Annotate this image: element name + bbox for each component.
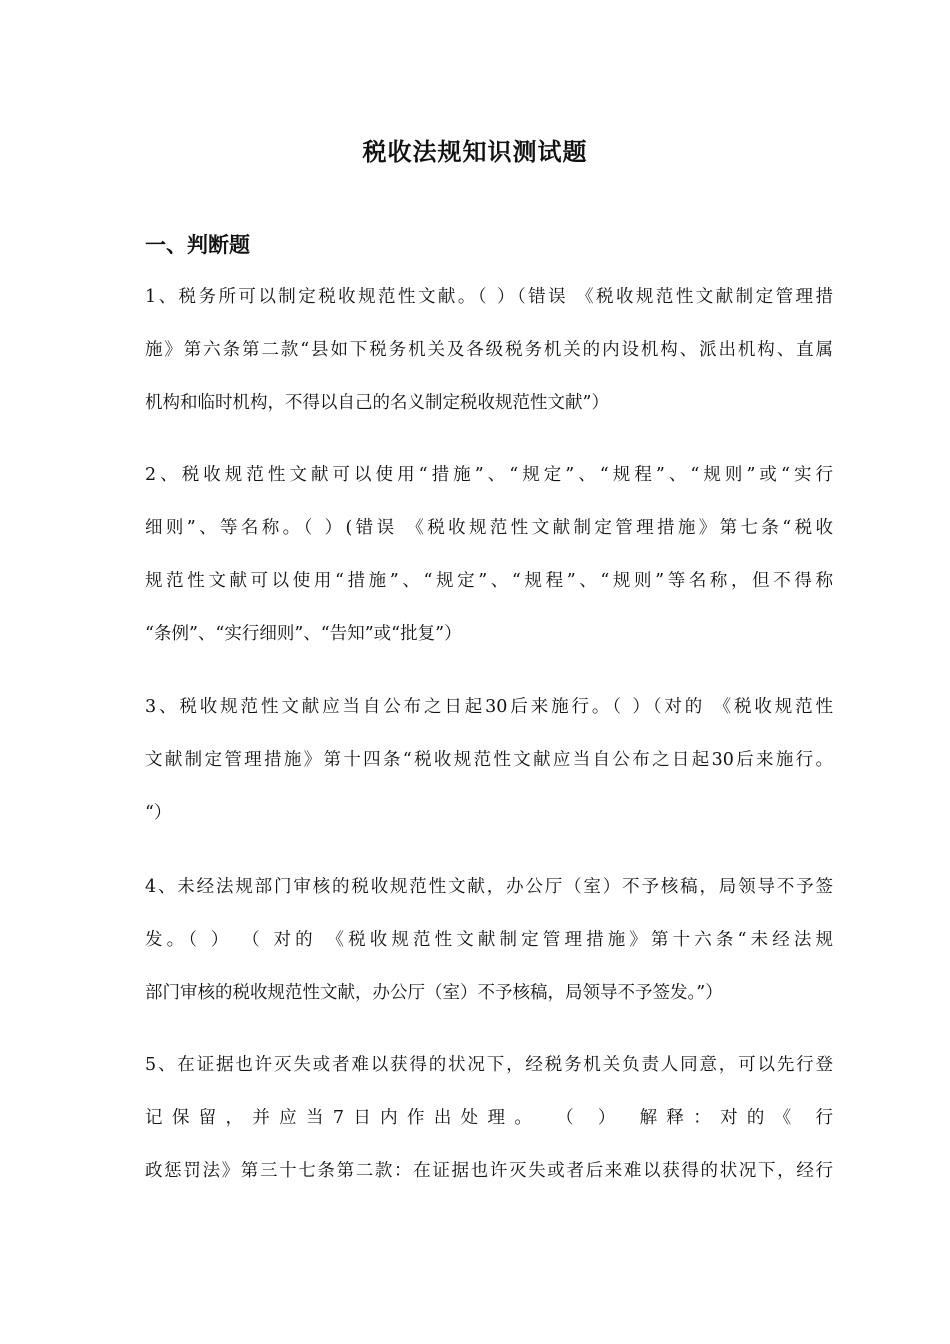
text-line: 5、在证据也许灭失或者难以获得的状况下，经税务机关负责人同意，可以先行登 <box>145 1055 833 1075</box>
text-line: 施》第六条第二款“县如下税务机关及各级税务机关的内设机构、派出机构、直属 <box>145 340 833 360</box>
text-line: 发。（ ） （ 对的 《税收规范性文献制定管理措施》第十六条“未经法规 <box>145 930 833 950</box>
text-line: 规范性文献可以使用“措施”、“规定”、“规程”、“规则”等名称，但不得称 <box>145 571 833 591</box>
section-heading: 一、判断题 <box>145 232 250 257</box>
text-line: 2、税收规范性文献可以使用“措施”、“规定”、“规程”、“规则”或“实行 <box>145 465 833 485</box>
text-line: 记保留，并应当7日内作出处理。 （ ） 解释：对的《 行 <box>145 1108 833 1128</box>
text-line: 文献制定管理措施》第十四条“税收规范性文献应当自公布之日起30后来施行。 <box>145 750 833 770</box>
text-line: 政惩罚法》第三十七条第二款：在证据也许灭失或者后来难以获得的状况下，经行 <box>145 1161 833 1181</box>
text-line: 部门审核的税收规范性文献，办公厅（室）不予核稿，局领导不予签发。”） <box>145 983 723 1003</box>
text-line: 细则”、等名称。（ ）(错误 《税收规范性文献制定管理措施》第七条“税收 <box>145 518 833 538</box>
text-line: “条例”、“实行细则”、“告知”或“批复”） <box>145 624 462 644</box>
text-line: “） <box>145 803 172 823</box>
text-line: 1、税务所可以制定税收规范性文献。（ ）（错误 《税收规范性文献制定管理措 <box>145 287 833 307</box>
text-line: 4、未经法规部门审核的税收规范性文献，办公厅（室）不予核稿，局领导不予签 <box>145 877 833 897</box>
text-line: 机构和临时机构，不得以自己的名义制定税收规范性文献”） <box>145 393 609 413</box>
text-line: 3、税收规范性文献应当自公布之日起30后来施行。（ ）（对的 《税收规范性 <box>145 697 833 717</box>
page-title: 税收法规知识测试题 <box>362 137 588 166</box>
